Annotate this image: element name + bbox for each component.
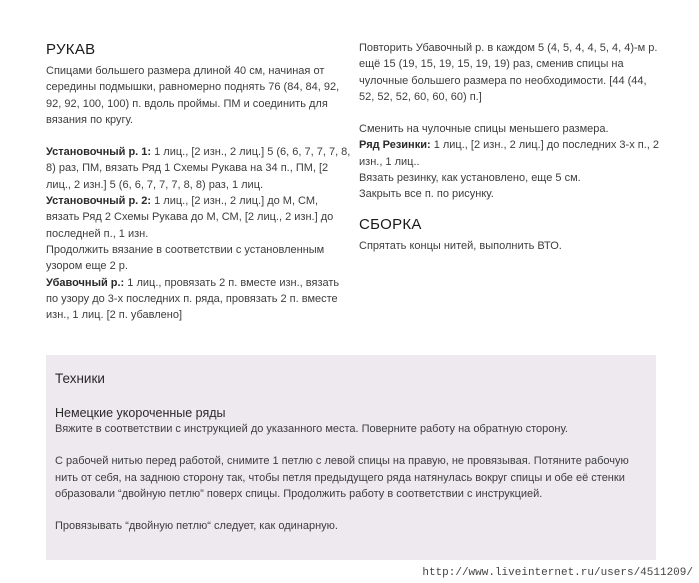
setup-row-2 bbox=[46, 193, 351, 242]
setup-row-2-label: Установочный р. 2: bbox=[46, 195, 152, 208]
continue-text: Продолжить вязание в соответствии с установленным узором еще 2 р. bbox=[46, 243, 325, 273]
left-column bbox=[46, 40, 351, 323]
techniques-box bbox=[46, 355, 656, 560]
assembly-heading: СБОРКА bbox=[359, 215, 422, 233]
setup-row-1 bbox=[46, 144, 351, 193]
techniques-subtitle: Немецкие укороченные ряды bbox=[55, 406, 226, 420]
decrease-row-label: Убавочный р.: bbox=[46, 276, 125, 289]
right-column bbox=[359, 40, 659, 254]
techniques-body bbox=[55, 405, 645, 534]
techniques-paragraph-1: Вяжите в соответствии с инструкцией до указанного места. Поверните работу на обратную сторону. bbox=[55, 423, 568, 435]
footer-url[interactable]: http://www.liveinternet.ru/users/4511209/ bbox=[422, 567, 693, 579]
rib-row-text: 1 лиц., [2 изн., 2 лиц.] до последних 3-х п., 2 изн., 1 лиц.. bbox=[359, 139, 660, 168]
decrease-row bbox=[46, 275, 351, 324]
repeat-text: Повторить Убавочный р. в каждом 5 (4, 5, 4, 4, 5, 4, 4)-м р. ещё 15 (19, 15, 19, 15, 19, 19) раз, сменив спицы на чулочные большего размера по необходимости. [44 (44, 52, 52, 52, 60, 60, 60) п.] bbox=[359, 42, 658, 103]
rib-continue-text: Вязать резинку, как установлено, еще 5 см. bbox=[359, 172, 581, 185]
decrease-row-text: 1 лиц., провязать 2 п. вместе изн., вязать по узору до 3-х последних п. ряда, провязать 2 п. вместе изн., 1 лиц. [2 п. убавлено] bbox=[46, 276, 340, 322]
bind-off-text: Закрыть все п. по рисунку. bbox=[359, 188, 494, 201]
techniques-title: Техники bbox=[55, 371, 105, 386]
techniques-paragraph-2: С рабочей нитью перед работой, снимите 1 петлю с левой спицы на правую, не провязывая. Потяните рабочую нить от себя, на заднюю сторону так, чтобы петля предыдущего ряда натянулась вокруг спицы и обе её стенки образовали “двойную петлю” поверх спицы. Продолжить работу в соответствии с инструкцией. bbox=[55, 455, 629, 500]
sleeve-intro: Спицами большего размера длиной 40 см, начиная от середины подмышки, равномерно поднять 76 (84, 84, 92, 92, 92, 100, 100) п. вдоль проймы. ПМ и соединить для вязания по кругу. bbox=[46, 65, 340, 126]
setup-row-1-text: 1 лиц., [2 изн., 2 лиц.] 5 (6, 6, 7, 7, 7, 8, 8) раз, ПМ, вязать Ряд 1 Схемы Рукава на 34 п., ПМ, [2 лиц., 2 изн.] 5 (6, 6, 7, 7, 7, 8, 8) раз, 1 лиц. bbox=[46, 146, 351, 191]
setup-row-2-text: 1 лиц., [2 изн., 2 лиц.] до М, СМ, вязать Ряд 2 Схемы Рукава до М, СМ, [2 лиц., 2 изн.] до последней п., 1 изн. bbox=[46, 195, 334, 240]
setup-row-1-label: Установочный р. 1: bbox=[46, 146, 152, 159]
sleeve-heading: РУКАВ bbox=[46, 41, 96, 58]
rib-row-label: Ряд Резинки: bbox=[359, 139, 431, 152]
rib-row bbox=[359, 137, 659, 170]
assembly-text: Спрятать концы нитей, выполнить ВТО. bbox=[359, 239, 562, 252]
change-needles-text: Сменить на чулочные спицы меньшего размера. bbox=[359, 123, 609, 136]
techniques-paragraph-3: Провязывать “двойную петлю“ следует, как одинарную. bbox=[55, 520, 338, 533]
